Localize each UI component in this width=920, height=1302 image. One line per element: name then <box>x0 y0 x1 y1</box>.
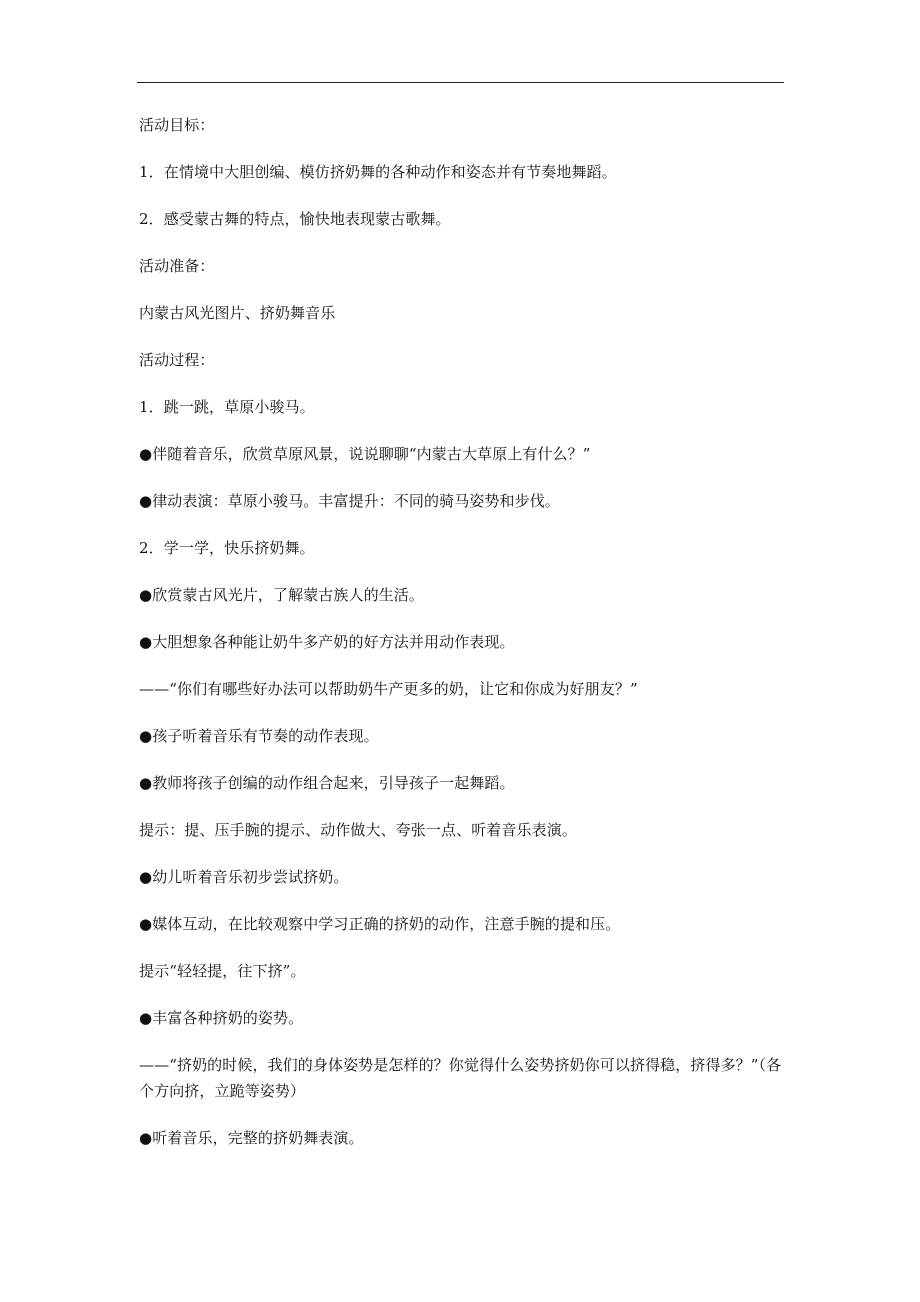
bullet-item: ●听着音乐，完整的挤奶舞表演。 <box>139 1129 364 1147</box>
bullet-item: ●丰富各种挤奶的姿势。 <box>139 1009 304 1027</box>
preparation-text: 内蒙古风光图片、挤奶舞音乐 <box>139 304 336 322</box>
section-heading-goals: 活动目标： <box>139 116 215 134</box>
bullet-item: ●伴随着音乐，欣赏草原风景，说说聊聊“内蒙古大草原上有什么？” <box>139 445 591 463</box>
tip-text: 提示“轻轻提，往下挤”。 <box>139 962 306 980</box>
process-step-1: 1．跳一跳，草原小骏马。 <box>139 398 315 416</box>
bullet-item: ●幼儿听着音乐初步尝试挤奶。 <box>139 868 349 886</box>
header-rule <box>137 82 784 83</box>
document-body <box>139 112 787 1151</box>
bullet-item: ●大胆想象各种能让奶牛多产奶的好方法并用动作表现。 <box>139 633 515 651</box>
dialogue-quote: ——“挤奶的时候，我们的身体姿势是怎样的？你觉得什么姿势挤奶你可以挤得稳，挤得多？”（各个方向挤，立跪等姿势） <box>139 1056 782 1100</box>
section-heading-preparation: 活动准备： <box>139 257 215 275</box>
bullet-item: ●媒体互动，在比较观察中学习正确的挤奶的动作，注意手腕的提和压。 <box>139 915 621 933</box>
bullet-item: ●孩子听着音乐有节奏的动作表现。 <box>139 727 379 745</box>
bullet-item: ●教师将孩子创编的动作组合起来，引导孩子一起舞蹈。 <box>139 774 515 792</box>
process-step-2: 2．学一学，快乐挤奶舞。 <box>139 539 315 557</box>
dialogue-quote: ——“你们有哪些好办法可以帮助奶牛产更多的奶，让它和你成为好朋友？” <box>139 680 638 698</box>
bullet-item: ●律动表演：草原小骏马。丰富提升：不同的骑马姿势和步伐。 <box>139 492 560 510</box>
bullet-item: ●欣赏蒙古风光片，了解蒙古族人的生活。 <box>139 586 424 604</box>
section-heading-process: 活动过程： <box>139 351 215 369</box>
tip-text: 提示：提、压手腕的提示、动作做大、夸张一点、听着音乐表演。 <box>139 821 577 839</box>
goal-item-1: 1．在情境中大胆创编、模仿挤奶舞的各种动作和姿态并有节奏地舞蹈。 <box>139 163 617 181</box>
goal-item-2: 2．感受蒙古舞的特点，愉快地表现蒙古歌舞。 <box>139 210 451 228</box>
